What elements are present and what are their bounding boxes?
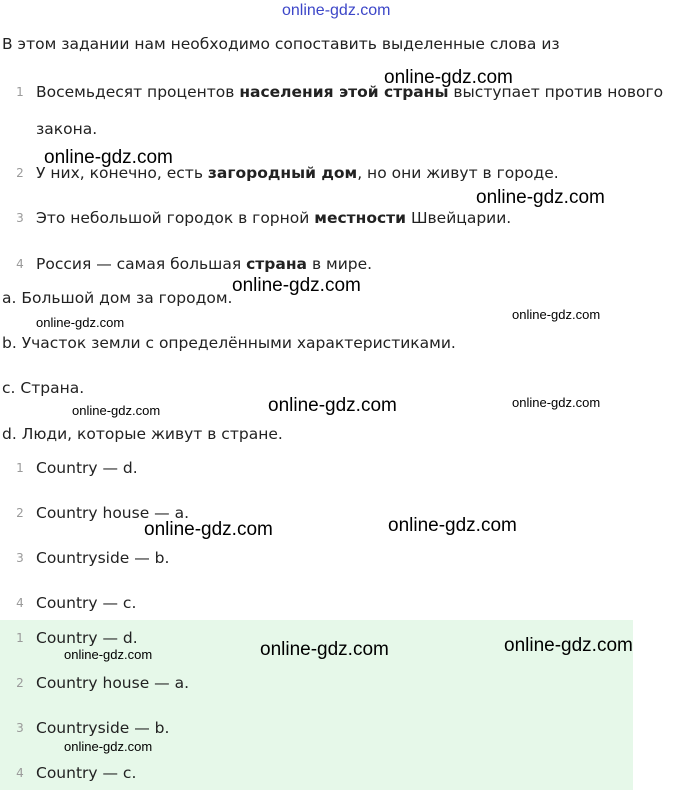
- sentence-number: 3: [16, 211, 24, 225]
- sentence-text: выступает против нового: [448, 83, 664, 101]
- watermark: online-gdz.com: [72, 403, 161, 418]
- sentence-highlight: местности: [314, 209, 407, 227]
- watermark: online-gdz.com: [144, 519, 273, 540]
- answer-item: Country — c.: [36, 764, 137, 782]
- sentence-number: 4: [16, 257, 24, 271]
- match-number: 4: [16, 596, 24, 610]
- match-number: 2: [16, 506, 24, 520]
- watermark: online-gdz.com: [384, 67, 513, 88]
- match-item: Country house — a.: [36, 504, 190, 522]
- sentence-text: Россия — самая большая: [36, 255, 247, 273]
- answer-item: Countryside — b.: [36, 719, 170, 737]
- sentence-number: 1: [16, 85, 24, 99]
- sentence-3: [36, 208, 511, 228]
- watermark: online-gdz.com: [64, 647, 153, 662]
- definition-c: c. Страна.: [2, 379, 85, 397]
- answer-number: 2: [16, 676, 24, 690]
- answer-number: 4: [16, 766, 24, 780]
- watermark: online-gdz.com: [36, 315, 125, 330]
- watermark: online-gdz.com: [512, 307, 601, 322]
- watermark: online-gdz.com: [232, 275, 361, 296]
- sentence-text: У них, конечно, есть: [36, 164, 208, 182]
- sentence-number: 2: [16, 166, 24, 180]
- definition-d: d. Люди, которые живут в стране.: [2, 425, 283, 443]
- answer-number: 1: [16, 631, 24, 645]
- sentence-text: Это небольшой городок в горной: [36, 209, 315, 227]
- match-number: 1: [16, 461, 24, 475]
- watermark: online-gdz.com: [64, 739, 153, 754]
- definition-a: a. Большой дом за городом.: [2, 289, 233, 307]
- sentence-1: [36, 82, 663, 102]
- sentence-text: Восемьдесят процентов: [36, 83, 240, 101]
- top-watermark: online-gdz.com: [282, 2, 391, 19]
- sentence-text: Швейцарии.: [406, 209, 512, 227]
- watermark: online-gdz.com: [268, 395, 397, 416]
- watermark: online-gdz.com: [512, 395, 601, 410]
- match-item: Countryside — b.: [36, 549, 170, 567]
- answer-item: Country house — a.: [36, 674, 190, 692]
- match-item: Country — d.: [36, 459, 138, 477]
- answer-number: 3: [16, 721, 24, 735]
- watermark: online-gdz.com: [504, 635, 633, 656]
- sentence-highlight: страна: [246, 255, 308, 273]
- watermark: online-gdz.com: [476, 187, 605, 208]
- cropped-line-cover: [0, 66, 380, 76]
- intro-text: В этом задании нам необходимо сопоставить выделенные слова из: [2, 35, 560, 53]
- sentence-text: , но они живут в городе.: [357, 164, 559, 182]
- sentence-highlight: загородный дом: [207, 164, 358, 182]
- watermark: online-gdz.com: [44, 147, 173, 168]
- match-number: 3: [16, 551, 24, 565]
- match-item: Country — c.: [36, 594, 137, 612]
- definition-b: b. Участок земли с определёнными характеристиками.: [2, 334, 456, 352]
- answer-item: Country — d.: [36, 629, 138, 647]
- watermark: online-gdz.com: [388, 515, 517, 536]
- sentence-highlight: населения этой страны: [239, 83, 449, 101]
- watermark: online-gdz.com: [260, 639, 389, 660]
- sentence-1-continuation: закона.: [36, 120, 98, 138]
- sentence-4: [36, 254, 372, 274]
- sentence-text: в мире.: [307, 255, 373, 273]
